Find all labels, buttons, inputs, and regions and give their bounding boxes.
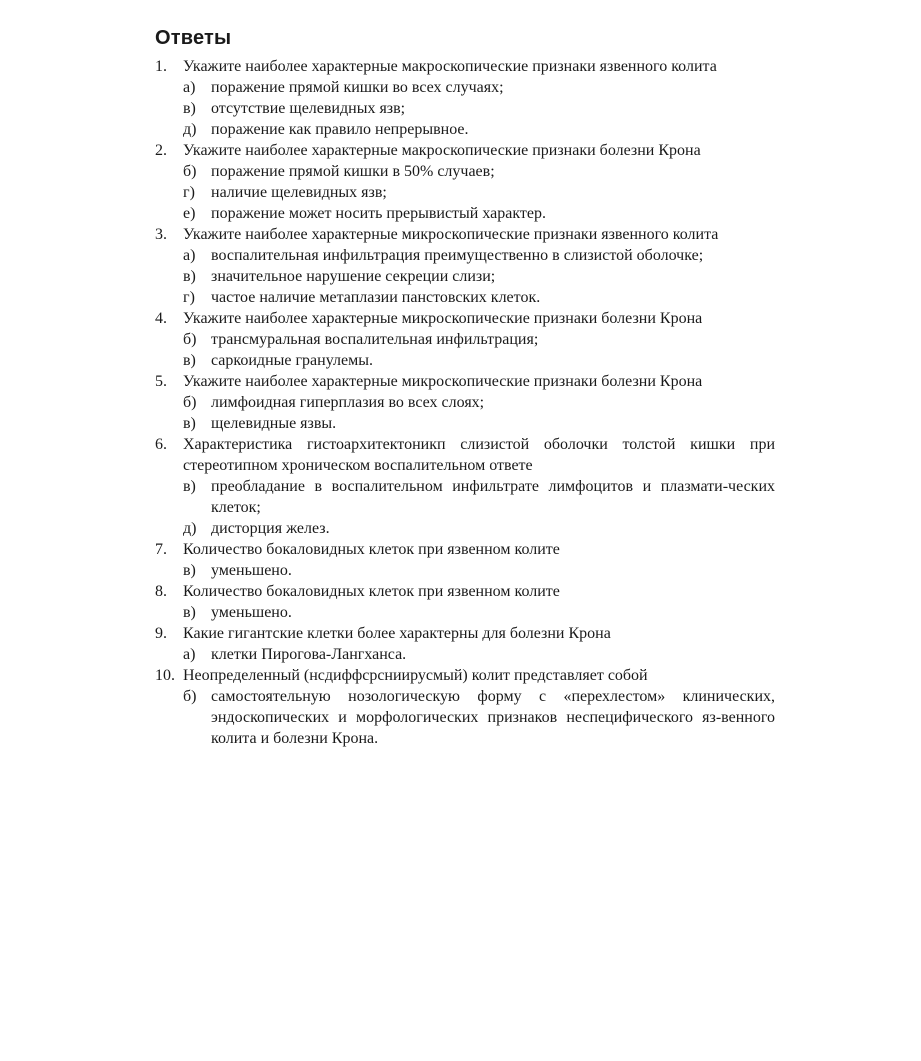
answer-item bbox=[155, 182, 775, 203]
answer-letter: а) bbox=[183, 646, 196, 663]
answer-item bbox=[155, 413, 775, 434]
question-text: Характеристика гистоархитектоникп слизистой оболочки толстой кишки при стереотипном хроническом воспалительном ответе bbox=[183, 436, 775, 474]
answer-letter: б) bbox=[183, 394, 197, 411]
answer-text: самостоятельную нозологическую форму с «перехлестом» клинических, эндоскопических и морфологических признаков неспецифического яз-венного колита и болезни Крона. bbox=[211, 688, 775, 747]
answer-text: частое наличие метаплазии панстовских клеток. bbox=[211, 289, 541, 306]
question-text: Укажите наиболее характерные микроскопические признаки язвенного колита bbox=[183, 226, 719, 243]
question-text: Укажите наиболее характерные микроскопические признаки болезни Крона bbox=[183, 310, 703, 327]
question-text: Количество бокаловидных клеток при язвенном колите bbox=[183, 541, 560, 558]
question-number: 5. bbox=[155, 373, 167, 390]
answer-text: трансмуральная воспалительная инфильтрация; bbox=[211, 331, 539, 348]
answer-letter: в) bbox=[183, 100, 196, 117]
answer-item bbox=[155, 518, 775, 539]
answer-item bbox=[155, 686, 775, 749]
answer-letter: е) bbox=[183, 205, 196, 222]
question-number: 9. bbox=[155, 625, 167, 642]
question-item bbox=[155, 623, 775, 644]
answer-letter: д) bbox=[183, 121, 197, 138]
question-text: Количество бокаловидных клеток при язвенном колите bbox=[183, 583, 560, 600]
answer-letter: б) bbox=[183, 688, 197, 705]
answer-letter: а) bbox=[183, 79, 196, 96]
answers-page bbox=[155, 26, 775, 749]
question-number: 7. bbox=[155, 541, 167, 558]
answer-text: уменьшено. bbox=[211, 562, 292, 579]
question-item bbox=[155, 224, 775, 245]
answer-text: поражение прямой кишки во всех случаях; bbox=[211, 79, 504, 96]
question-item bbox=[155, 539, 775, 560]
answer-letter: в) bbox=[183, 604, 196, 621]
answer-text: лимфоидная гиперплазия во всех слоях; bbox=[211, 394, 485, 411]
answer-letter: в) bbox=[183, 415, 196, 432]
answer-text: уменьшено. bbox=[211, 604, 292, 621]
question-item bbox=[155, 371, 775, 392]
answer-item bbox=[155, 266, 775, 287]
question-item bbox=[155, 665, 775, 686]
answer-item bbox=[155, 98, 775, 119]
answer-letter: в) bbox=[183, 478, 196, 495]
answer-item bbox=[155, 392, 775, 413]
answer-letter: д) bbox=[183, 520, 197, 537]
answer-item bbox=[155, 287, 775, 308]
question-number: 10. bbox=[155, 667, 175, 684]
question-text: Укажите наиболее характерные макроскопические признаки язвенного колита bbox=[183, 58, 717, 75]
answer-letter: в) bbox=[183, 268, 196, 285]
answer-item bbox=[155, 245, 775, 266]
question-number: 2. bbox=[155, 142, 167, 159]
answer-item bbox=[155, 119, 775, 140]
question-number: 3. bbox=[155, 226, 167, 243]
answer-item bbox=[155, 203, 775, 224]
answer-text: преобладание в воспалительном инфильтрате лимфоцитов и плазмати-ческих клеток; bbox=[211, 478, 775, 516]
answer-item bbox=[155, 329, 775, 350]
answer-item bbox=[155, 476, 775, 518]
answer-letter: а) bbox=[183, 247, 196, 264]
question-number: 4. bbox=[155, 310, 167, 327]
question-text: Неопределенный (нсдиффсрсниирусмый) колит представляет собой bbox=[183, 667, 648, 684]
answer-item bbox=[155, 560, 775, 581]
question-item bbox=[155, 56, 775, 77]
answer-item bbox=[155, 161, 775, 182]
answer-letter: г) bbox=[183, 289, 195, 306]
answer-item bbox=[155, 602, 775, 623]
answer-text: наличие щелевидных язв; bbox=[211, 184, 387, 201]
question-item bbox=[155, 434, 775, 476]
answer-letter: б) bbox=[183, 331, 197, 348]
answer-text: саркоидные гранулемы. bbox=[211, 352, 373, 369]
question-number: 1. bbox=[155, 58, 167, 75]
answer-letter: в) bbox=[183, 562, 196, 579]
question-text: Какие гигантские клетки более характерны для болезни Крона bbox=[183, 625, 611, 642]
question-item bbox=[155, 308, 775, 329]
page-title: Ответы bbox=[155, 27, 232, 49]
answer-letter: б) bbox=[183, 163, 197, 180]
answers-list bbox=[155, 56, 775, 749]
answer-text: отсутствие щелевидных язв; bbox=[211, 100, 406, 117]
answer-letter: в) bbox=[183, 352, 196, 369]
answer-text: поражение прямой кишки в 50% случаев; bbox=[211, 163, 495, 180]
question-number: 6. bbox=[155, 436, 167, 453]
answer-text: значительное нарушение секреции слизи; bbox=[211, 268, 496, 285]
answer-text: поражение может носить прерывистый характер. bbox=[211, 205, 546, 222]
answer-text: поражение как правило непрерывное. bbox=[211, 121, 469, 138]
question-text: Укажите наиболее характерные микроскопические признаки болезни Крона bbox=[183, 373, 703, 390]
question-number: 8. bbox=[155, 583, 167, 600]
answer-text: щелевидные язвы. bbox=[211, 415, 337, 432]
question-text: Укажите наиболее характерные макроскопические признаки болезни Крона bbox=[183, 142, 701, 159]
answer-text: дисторция желез. bbox=[211, 520, 330, 537]
answer-text: воспалительная инфильтрация преимущественно в слизистой оболочке; bbox=[211, 247, 704, 264]
answer-item bbox=[155, 77, 775, 98]
answer-text: клетки Пирогова-Лангханса. bbox=[211, 646, 407, 663]
answer-item bbox=[155, 644, 775, 665]
question-item bbox=[155, 581, 775, 602]
answer-letter: г) bbox=[183, 184, 195, 201]
question-item bbox=[155, 140, 775, 161]
answer-item bbox=[155, 350, 775, 371]
